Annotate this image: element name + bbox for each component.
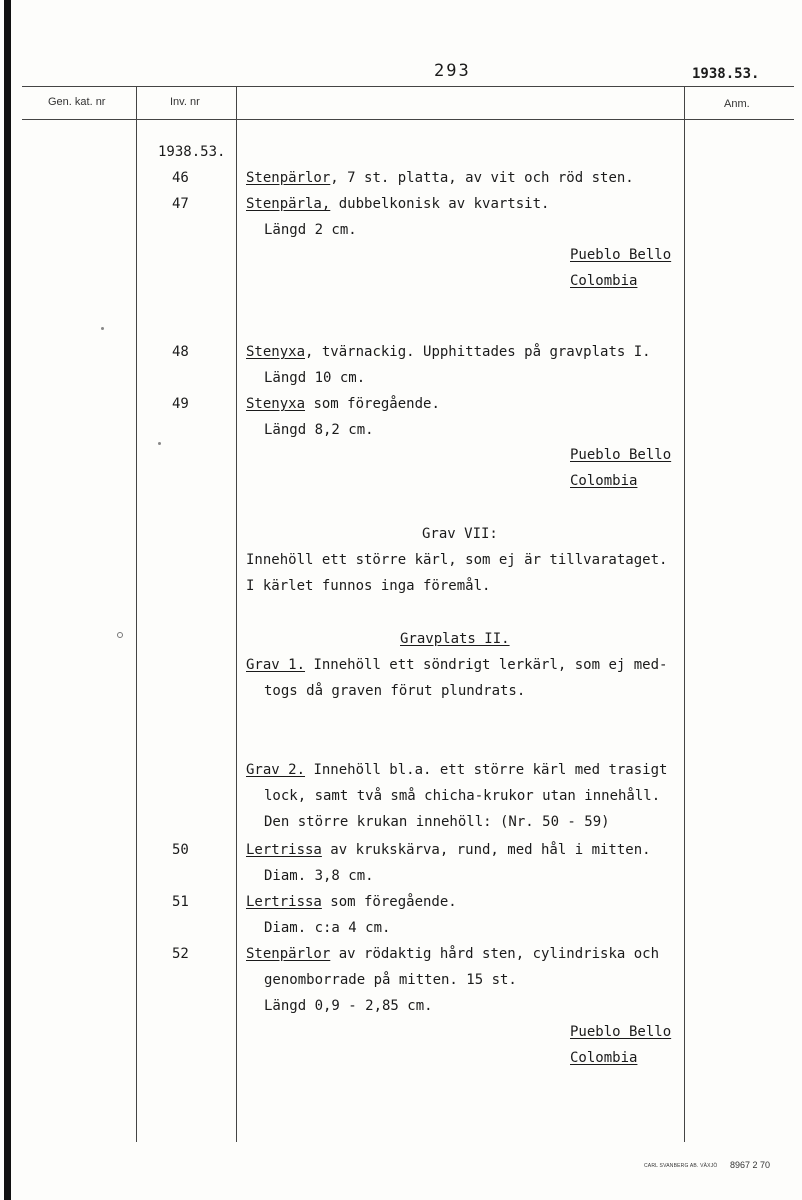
entry-line: [246, 657, 667, 673]
locality-label: Colombia: [570, 473, 638, 489]
inv-number: 49: [172, 396, 189, 412]
entry-line: [246, 946, 659, 962]
locality-label: Pueblo Bello: [570, 447, 672, 463]
locality-label: Pueblo Bello: [570, 1024, 672, 1040]
entry-heading: Grav 1.: [246, 657, 306, 673]
page-number: 293: [434, 61, 471, 81]
entry-text: , 7 st. platta, av vit och röd sten.: [330, 170, 634, 186]
entry-heading: Stenyxa: [246, 396, 306, 412]
scan-speck: [101, 327, 104, 330]
entry-text: Innehöll ett söndrigt lerkärl, som ej med-: [305, 657, 668, 673]
entry-text: lock, samt två små chicha-krukor utan innehåll.: [264, 788, 661, 804]
locality-label: Pueblo Bello: [570, 247, 672, 263]
entry-text: som föregående.: [321, 894, 457, 910]
inv-number: 1938.53.: [158, 144, 226, 160]
col-divider-1: [136, 87, 137, 1142]
entry-text: I kärlet funnos inga föremål.: [246, 578, 491, 594]
entry-text: av krukskärva, rund, med hål i mitten.: [321, 842, 651, 858]
entry-line: [246, 842, 651, 858]
locality-label: Colombia: [570, 273, 638, 289]
scan-speck: [117, 632, 123, 638]
entry-line: [246, 762, 667, 778]
entry-line: [264, 868, 374, 884]
entry-text: togs då graven förut plundrats.: [264, 683, 526, 699]
entry-line: [264, 972, 517, 988]
col-header-anm: Anm.: [724, 98, 750, 110]
entry-text: Diam. 3,8 cm.: [264, 868, 374, 884]
entry-text: Diam. c:a 4 cm.: [264, 920, 391, 936]
site-heading: Gravplats II.: [400, 631, 510, 647]
entry-heading: Lertrissa: [246, 894, 322, 910]
scan-speck: [158, 442, 161, 445]
entry-line: [264, 998, 433, 1014]
entry-line: [264, 788, 660, 804]
inv-number: 50: [172, 842, 189, 858]
form-code: 8967 2 70: [730, 1160, 771, 1170]
col-header-gen-kat: Gen. kat. nr: [48, 96, 106, 108]
entry-heading: Stenpärlor: [246, 170, 331, 186]
entry-line: [246, 396, 440, 412]
entry-line: [246, 196, 549, 212]
entry-text: Den större krukan innehöll: (Nr. 50 - 59): [264, 814, 610, 830]
inv-number: 47: [172, 196, 189, 212]
entry-text: av rödaktig hård sten, cylindriska och: [330, 946, 660, 962]
entry-line: [264, 920, 390, 936]
binding-edge: [4, 0, 11, 1200]
printer-imprint: CARL SVANBERG AB. VÄXJÖ: [644, 1163, 718, 1169]
entry-line: [246, 578, 490, 594]
entry-heading: Stenpärlor: [246, 946, 331, 962]
header-top-rule: [22, 86, 794, 87]
year-code: 1938.53.: [692, 66, 760, 82]
entry-text: som föregående.: [305, 396, 440, 412]
entry-line: [264, 814, 610, 830]
entry-text: Längd 2 cm.: [264, 222, 357, 238]
entry-text: Innehöll bl.a. ett större kärl med trasigt: [305, 762, 668, 778]
entry-text: Längd 10 cm.: [264, 370, 366, 386]
entry-heading: Lertrissa: [246, 842, 322, 858]
entry-line: [246, 552, 667, 568]
entry-line: [264, 222, 357, 238]
inv-number: 48: [172, 344, 189, 360]
entry-line: [264, 422, 374, 438]
entry-line: [246, 170, 634, 186]
entry-line: [246, 894, 457, 910]
header-bottom-rule: [22, 119, 794, 120]
entry-text: Innehöll ett större kärl, som ej är tillvarataget.: [246, 552, 668, 568]
entry-heading: Stenpärla,: [246, 196, 331, 212]
entry-text: dubbelkonisk av kvartsit.: [330, 196, 550, 212]
locality-label: Colombia: [570, 1050, 638, 1066]
entry-line: [246, 344, 651, 360]
entry-line: [264, 683, 525, 699]
entry-heading: Stenyxa: [246, 344, 306, 360]
entry-text: Längd 0,9 - 2,85 cm.: [264, 998, 433, 1014]
entry-heading: Grav 2.: [246, 762, 306, 778]
col-divider-3: [684, 87, 685, 1142]
entry-text: Längd 8,2 cm.: [264, 422, 374, 438]
entry-text: genomborrade på mitten. 15 st.: [264, 972, 517, 988]
grave-heading: Grav VII:: [422, 526, 498, 542]
inv-number: 52: [172, 946, 189, 962]
inv-number: 46: [172, 170, 189, 186]
entry-line: [264, 370, 365, 386]
col-header-inv: Inv. nr: [170, 96, 200, 108]
entry-text: , tvärnackig. Upphittades på gravplats I.: [305, 344, 651, 360]
col-divider-2: [236, 87, 237, 1142]
inv-number: 51: [172, 894, 189, 910]
